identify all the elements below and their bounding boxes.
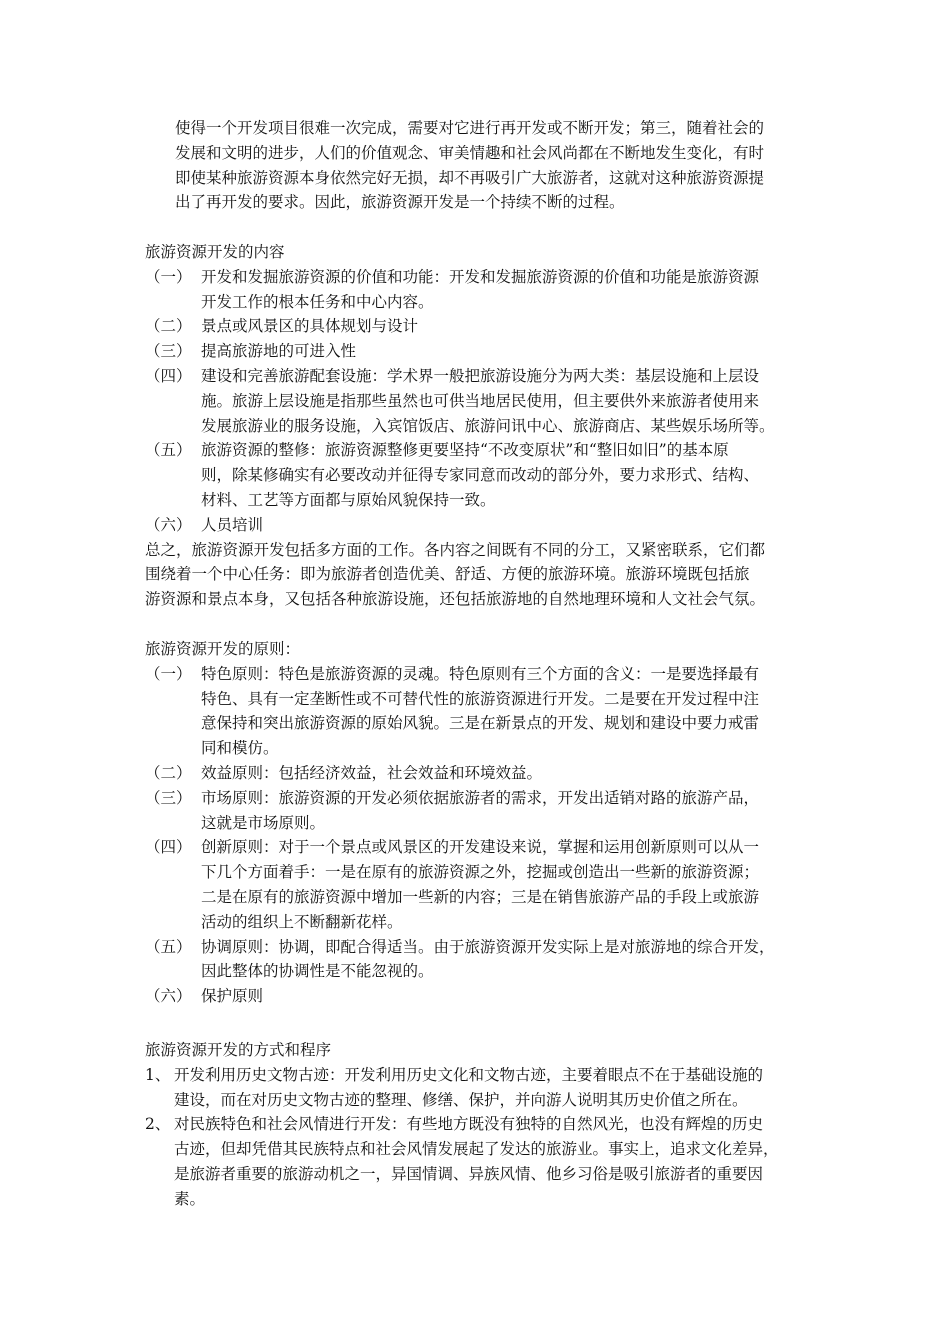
item-number: （六） xyxy=(145,987,192,1006)
list-item xyxy=(145,935,815,985)
item-number: （五） xyxy=(145,937,192,956)
list-item xyxy=(145,1112,815,1211)
item-line: 则，除某修确实有必要改动并征得专家同意而改动的部分外，要力求形式、结构、 xyxy=(201,466,760,485)
list-item xyxy=(145,835,815,934)
item-line: 素。 xyxy=(174,1189,206,1208)
item-text xyxy=(201,339,815,364)
item-line: 施。旅游上层设施是指那些虽然也可供当地居民使用，但主要供外来旅游者使用来 xyxy=(201,391,760,410)
item-line: 特色、具有一定垄断性或不可替代性的旅游资源进行开发。二是要在开发过程中注 xyxy=(201,689,760,708)
item-line: 效益原则：包括经济效益，社会效益和环境效益。 xyxy=(201,763,543,782)
item-number: （六） xyxy=(145,515,192,534)
item-text xyxy=(201,314,815,339)
item-number: （二） xyxy=(145,317,192,336)
list-item xyxy=(145,1063,815,1113)
list-item xyxy=(145,438,815,512)
list-item xyxy=(145,761,815,786)
item-line: 发展旅游业的服务设施，入宾馆饭店、旅游问讯中心、旅游商店、某些娱乐场所等。 xyxy=(201,416,775,435)
item-line: 下几个方面着手：一是在原有的旅游资源之外，挖掘或创造出一些新的旅游资源； xyxy=(201,863,760,882)
intro-paragraph xyxy=(175,116,815,215)
list-item xyxy=(145,339,815,364)
intro-line: 出了再开发的要求。因此，旅游资源开发是一个持续不断的过程。 xyxy=(175,193,625,212)
item-text xyxy=(201,662,815,761)
list-item xyxy=(145,265,815,315)
item-line: 同和模仿。 xyxy=(201,739,279,758)
item-text xyxy=(201,438,815,512)
item-line: 是旅游者重要的旅游动机之一，异国情调、异族风情、他乡习俗是吸引旅游者的重要因 xyxy=(174,1164,764,1183)
list-item xyxy=(145,364,815,438)
item-line: 活动的组织上不断翻新花样。 xyxy=(201,912,403,931)
item-number: （一） xyxy=(145,664,192,683)
item-line: 建设，而在对历史文物古迹的整理、修缮、保护，并向游人说明其历史价值之所在。 xyxy=(174,1090,748,1109)
principles-section xyxy=(145,637,815,1009)
item-line: 因此整体的协调性是不能忽视的。 xyxy=(201,962,434,981)
item-line: 景点或风景区的具体规划与设计 xyxy=(201,317,419,336)
item-line: 二是在原有的旅游资源中增加一些新的内容；三是在销售旅游产品的手段上或旅游 xyxy=(201,887,760,906)
item-line: 开发利用历史文物古迹：开发利用历史文化和文物古迹，主要着眼点不在于基础设施的 xyxy=(174,1065,764,1084)
item-number: （四） xyxy=(145,838,192,857)
item-line: 建设和完善旅游配套设施：学术界一般把旅游设施分为两大类：基层设施和上层设 xyxy=(201,366,760,385)
item-line: 旅游资源的整修：旅游资源整修更要坚持“不改变原状”和“整旧如旧”的基本原 xyxy=(201,441,729,460)
item-line: 这就是市场原则。 xyxy=(201,813,326,832)
list-item xyxy=(145,786,815,836)
item-text xyxy=(201,513,815,538)
methods-section xyxy=(145,1038,815,1212)
item-number: （三） xyxy=(145,342,192,361)
item-number: （一） xyxy=(145,267,192,286)
item-number: （四） xyxy=(145,366,192,385)
item-line: 特色原则：特色是旅游资源的灵魂。特色原则有三个方面的含义：一是要选择最有 xyxy=(201,664,760,683)
summary-line: 总之，旅游资源开发包括多方面的工作。各内容之间既有不同的分工，又紧密联系，它们都 xyxy=(145,540,766,559)
item-text xyxy=(201,984,815,1009)
section-heading: 旅游资源开发的方式和程序 xyxy=(145,1041,332,1059)
item-line: 开发工作的根本任务和中心内容。 xyxy=(201,292,434,311)
item-line: 开发和发掘旅游资源的价值和功能：开发和发掘旅游资源的价值和功能是旅游资源 xyxy=(201,267,760,286)
item-number: （二） xyxy=(145,763,192,782)
item-line: 协调原则：协调，即配合得适当。由于旅游资源开发实际上是对旅游地的综合开发， xyxy=(201,937,775,956)
item-line: 材料、工艺等方面都与原始风貌保持一致。 xyxy=(201,490,496,509)
summary-paragraph xyxy=(145,538,815,612)
item-line: 保护原则 xyxy=(201,987,264,1006)
item-number: （三） xyxy=(145,788,192,807)
item-text xyxy=(201,835,815,934)
item-line: 提高旅游地的可进入性 xyxy=(201,342,357,361)
intro-line: 使得一个开发项目很难一次完成，需要对它进行再开发或不断开发；第三，随着社会的 xyxy=(175,119,765,137)
summary-line: 围绕着一个中心任务：即为旅游者创造优美、舒适、方便的旅游环境。旅游环境既包括旅 xyxy=(145,565,750,584)
item-text xyxy=(201,761,815,786)
item-number: （五） xyxy=(145,441,192,460)
section-heading: 旅游资源开发的原则： xyxy=(145,640,301,658)
item-text xyxy=(174,1063,815,1113)
item-text xyxy=(201,265,815,315)
item-text xyxy=(174,1112,815,1211)
list-item xyxy=(145,662,815,761)
item-text xyxy=(201,935,815,985)
list-item xyxy=(145,314,815,339)
item-line: 人员培训 xyxy=(201,515,264,534)
item-line: 市场原则：旅游资源的开发必须依据旅游者的需求，开发出适销对路的旅游产品， xyxy=(201,788,760,807)
section-heading: 旅游资源开发的内容 xyxy=(145,243,285,261)
item-text xyxy=(201,786,815,836)
intro-line: 即使某种旅游资源本身依然完好无损，却不再吸引广大旅游者，这就对这种旅游资源提 xyxy=(175,168,765,187)
intro-line: 发展和文明的进步，人们的价值观念、审美情趣和社会风尚都在不断地发生变化，有时 xyxy=(175,143,765,162)
list-item xyxy=(145,513,815,538)
item-number: 2、 xyxy=(145,1115,171,1134)
item-number: 1、 xyxy=(145,1065,171,1084)
item-line: 古迹，但却凭借其民族特点和社会风情发展起了发达的旅游业。事实上，追求文化差异， xyxy=(174,1140,779,1159)
list-item xyxy=(145,984,815,1009)
item-line: 创新原则：对于一个景点或风景区的开发建设来说，掌握和运用创新原则可以从一 xyxy=(201,838,760,857)
content-section xyxy=(145,240,815,612)
item-text xyxy=(201,364,815,438)
item-line: 对民族特色和社会风情进行开发：有些地方既没有独特的自然风光，也没有辉煌的历史 xyxy=(174,1115,764,1134)
summary-line: 游资源和景点本身，又包括各种旅游设施，还包括旅游地的自然地理环境和人文社会气氛。 xyxy=(145,590,766,609)
item-line: 意保持和突出旅游资源的原始风貌。三是在新景点的开发、规划和建设中要力戒雷 xyxy=(201,714,760,733)
